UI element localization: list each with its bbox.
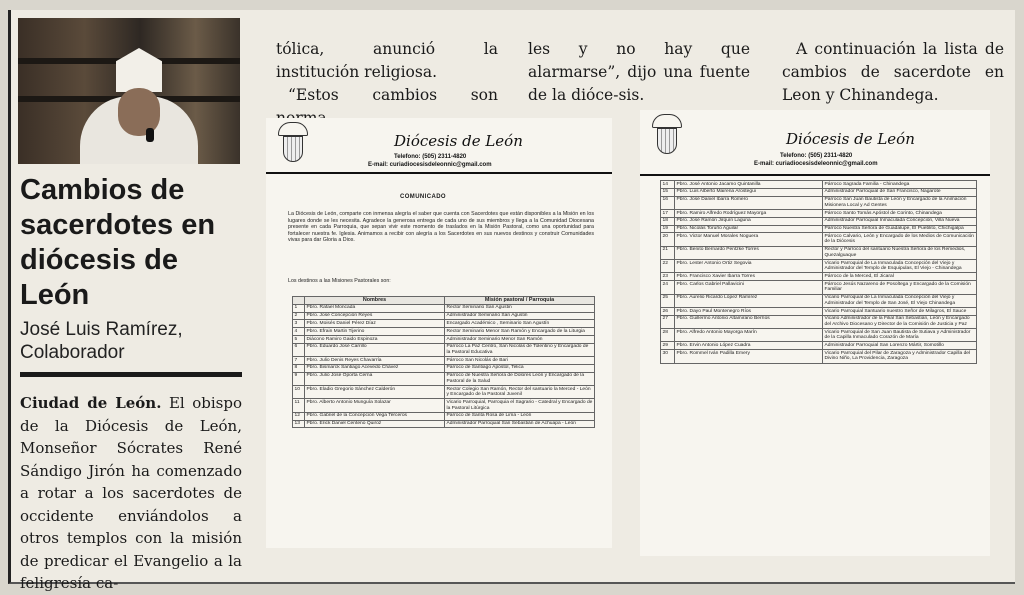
mission-assignment: Párroco Jesús Nazareno de Posoltega y Encargado de la Comisión Familiar [823, 281, 977, 294]
row-number: 27 [661, 315, 675, 328]
table-row [293, 364, 595, 372]
priest-name: Pbro. Eduardo José Carrillo [305, 343, 445, 356]
table-row [661, 217, 977, 225]
mission-assignment: Vicario Parroquial Santuario nuestro Señor de Milagros, El Sauce [823, 307, 977, 315]
table-row [293, 304, 595, 312]
row-number: 21 [661, 246, 675, 259]
col-header-number [293, 297, 305, 305]
priest-name: Pbro. José Concepción Reyes [305, 312, 445, 320]
mission-assignment: Párroco Sagrada Familia - Chinandega [823, 181, 977, 189]
row-number: 4 [293, 328, 305, 336]
mission-assignment: Rector Seminario Menor San Ramón y Encargado de la Liturgia [445, 328, 595, 336]
table-row [293, 412, 595, 420]
header-rule [266, 172, 612, 174]
column-2-quote: “Estos cambios son [288, 86, 498, 104]
list-intro: Los destinos a las Misiones Pastorales son: [288, 278, 391, 284]
divider [20, 372, 242, 377]
article-byline: José Luis Ramírez, Colaborador [20, 319, 183, 363]
mission-assignment: Administrador Parroquial Inmaculada Concepción, Villa Nueva [823, 217, 977, 225]
row-number: 20 [661, 233, 675, 246]
row-number: 3 [293, 320, 305, 328]
row-number: 8 [293, 364, 305, 372]
row-number: 15 [661, 188, 675, 196]
row-number: 19 [661, 225, 675, 233]
mission-assignment: Rector Colegio San Ramón, Rector del santuario la Merced - León y Encargado de la Pastoral Juvenil [445, 386, 595, 399]
priest-name: Pbro. Julio José Oporta Cerna [305, 372, 445, 385]
table-row [293, 312, 595, 320]
priest-name: Pbro. Carlos Gabriel Pallavicini [675, 281, 823, 294]
priest-name: Diácono Ramiro Gaido Espinoza [305, 335, 445, 343]
article-column-2 [276, 38, 498, 130]
column-2-text: tólica, anunció la institución religiosa. [276, 40, 498, 81]
table-row [293, 386, 595, 399]
table-row [293, 343, 595, 356]
communique-document-1 [266, 118, 612, 548]
doc-telephone: Telefono: (505) 2311-4820 [394, 154, 467, 160]
row-number: 13 [293, 420, 305, 428]
row-number: 24 [661, 281, 675, 294]
row-number: 17 [661, 209, 675, 217]
row-number: 26 [661, 307, 675, 315]
row-number: 16 [661, 196, 675, 209]
table-row [661, 329, 977, 342]
row-number: 5 [293, 335, 305, 343]
priest-name: Pbro. Eladio Gregorio Sánchez Calderón [305, 386, 445, 399]
row-number: 12 [293, 412, 305, 420]
mission-assignment: Vicario Parroquial, Parroquia el Sagrario - Catedral y Encargado de la Pastoral Litúrgica [445, 399, 595, 412]
doc-email: E-mail: curiadiocesisdeleonnic@gmail.com [368, 162, 492, 168]
row-number: 30 [661, 350, 675, 363]
row-number: 22 [661, 260, 675, 273]
priest-name: Pbro. Ervin Antonio López Cuadra [675, 342, 823, 350]
mission-assignment: Párroco de Santa Rosa de Lima - León [445, 412, 595, 420]
priest-name: Pbro. Moisés Daniel Pérez Díaz [305, 320, 445, 328]
col-header-names: Nombres [305, 297, 445, 305]
table-row [293, 328, 595, 336]
priest-name: Pbro. Bismarck Santiago Acevedo Chávez [305, 364, 445, 372]
column-1-text: El obispo de la Diócesis de León, Monseñor Sócrates René Sándigo Jirón ha comenzado a rotar a los sacerdotes de occidente enviándolos a otros templos con la misión de predicar el Evangelio a la feligresía ca- [20, 394, 242, 592]
table-row [661, 315, 977, 328]
communique-paragraph: La Diócesis de León, comparte con inmensa alegría el saber que cuenta con Sacerdotes que están disponibles a la Misión en los lugares donde se les necesita. Agradece la generosa entrega de cada uno de sus miembros y llega a la Comunidad Diocesana presente en cada Parroquia, que sepan vivir este momento de traslados en la Misión Pastoral, como una oportunidad para fortalecer nuestra fe. Iglesia. Animamos a recibir con alegría a los Sacerdotes en sus nuevos destinos y construir Comunidades vivas para dar Gloria a Dios. [288, 211, 594, 244]
priest-name: Pbro. Victor Manuel Morales Noguera [675, 233, 823, 246]
mission-assignment: Vicario Parroquial del Pilar de Zaragoza y Administrador Capilla del Divino Niño, La Providencia, Zaragoza [823, 350, 977, 363]
table-row [293, 335, 595, 343]
priest-name: Pbro. Erick Daniel Centeno Quiroz [305, 420, 445, 428]
article-column-3: les y no hay que alarmarse”, dijo una fuente de la dióce-sis. [528, 40, 750, 104]
row-number: 18 [661, 217, 675, 225]
row-number: 14 [661, 181, 675, 189]
mission-assignment: Párroco San Juan Bautista de León y Encargado de la Animación Misionera Local y Ad Gentes [823, 196, 977, 209]
mission-assignment: Párroco de Nuestra Señora de Dolores León y Encargado de la Pastoral de la Salud [445, 372, 595, 385]
priest-name: Pbro. Nicolás Toruño Aguilar [675, 225, 823, 233]
row-number: 9 [293, 372, 305, 385]
table-row [293, 320, 595, 328]
table-row [661, 233, 977, 246]
priest-name: Pbro. Francisco Xavier Ibarra Torres [675, 273, 823, 281]
mission-assignment: Vicario Parroquial de La Inmaculada Concepción del Viejo y Administrador del Templo de Esquipulas, El Viejo - Chinandega [823, 260, 977, 273]
row-number: 1 [293, 304, 305, 312]
table-row [661, 260, 977, 273]
mission-assignment: Rector y Párroco del santuario Nuestra Señora de los Remedios, Quezalguaque [823, 246, 977, 259]
mission-assignment: Administrador Parroquial de San Francisco, Nagarote [823, 188, 977, 196]
priest-name: Pbro. Efrain Martin Tijerino [305, 328, 445, 336]
table-row [293, 372, 595, 385]
priest-name: Pbro. Benito Bernardo Pentzke Torres [675, 246, 823, 259]
table-row [661, 273, 977, 281]
mission-assignment: Vicario Parroquial de La Inmaculada Concepción del Viejo y Administrador del Templo de San José, El Viejo Chinandega [823, 294, 977, 307]
priest-name: Pbro. Rommel Iván Padilla Emery [675, 350, 823, 363]
dateline: Ciudad de León. [20, 394, 162, 412]
table-row [661, 281, 977, 294]
priest-name: Pbro. Lester Antonio Ortiz Segovia [675, 260, 823, 273]
mission-assignment: Administrador Seminario San Agustin [445, 312, 595, 320]
mission-assignment: Encargado Académico , Seminario San Agustín [445, 320, 595, 328]
table-row [661, 196, 977, 209]
priest-name: Pbro. Ramiro Alfredo Rodríguez Mayorga [675, 209, 823, 217]
mission-assignment: Párroco San Nicolás de Bari [445, 357, 595, 365]
mission-assignment: Párroco de Santiago Apóstol, Telica [445, 364, 595, 372]
row-number: 25 [661, 294, 675, 307]
row-number: 7 [293, 357, 305, 365]
priest-name: Pbro. Julio Denis Reyes Chavarría [305, 357, 445, 365]
table-row [661, 181, 977, 189]
mission-assignment: Rector Seminario San Agustin [445, 304, 595, 312]
priest-name: Pbro. Alfredo Antonio Mayorga Marín [675, 329, 823, 342]
doc-title: Diócesis de León [786, 130, 915, 148]
row-number: 6 [293, 343, 305, 356]
table-row [661, 225, 977, 233]
doc-telephone: Telefono: (505) 2311-4820 [780, 153, 853, 159]
table-row [661, 188, 977, 196]
diocese-crest-icon [276, 122, 310, 166]
priest-name: Pbro. Aurelio Ricardo López Ramírez [675, 294, 823, 307]
mission-assignment: Administrador Parroquial San Lorenzo Mártir, Somotillo [823, 342, 977, 350]
mission-assignment: Administrador Seminario Menor San Ramón [445, 335, 595, 343]
communique-document-2 [640, 110, 990, 556]
mission-assignment: Párroco Calvario, León y Encargado de los Medios de Comunicación de la Diócesis [823, 233, 977, 246]
mission-assignment: Párroco La Paz Centro, San Nicolás de Tolentino y Encargado de la Pastoral Educativa [445, 343, 595, 356]
priest-name: Pbro. Dayo Paul Montenegro Ríos [675, 307, 823, 315]
bishop-photo [18, 18, 240, 164]
table-row [661, 350, 977, 363]
priest-name: Pbro. José Antonio Jacamo Quintanilla [675, 181, 823, 189]
mission-assignment: Párroco Santo Tomás Apóstol de Corinto, Chinandega [823, 209, 977, 217]
priest-name: Pbro. Luis Alberto Mairena Arostegui [675, 188, 823, 196]
diocese-crest-icon [650, 114, 684, 158]
row-number: 28 [661, 329, 675, 342]
table-row [661, 342, 977, 350]
doc-email: E-mail: curiadiocesisdeleonnic@gmail.com [754, 161, 878, 167]
table-row [293, 420, 595, 428]
mission-assignment: Vicario Parroquial de San Juan Bautista de Sutiava y Administrador de la Capilla Inmaculado Corazón de María [823, 329, 977, 342]
mission-assignment: Párroco de la Merced, El Jicaral [823, 273, 977, 281]
mission-assignment: Vicario Administrador de la Filial San Sebastián, León y Encargado del Archivo Diocesano y Director de la Comisión de Justicia y Paz [823, 315, 977, 328]
doc-title: Diócesis de León [394, 132, 523, 150]
priest-name: Pbro. Gabriel de la Concepción Vega Terceros [305, 412, 445, 420]
row-number: 11 [293, 399, 305, 412]
table-row [661, 209, 977, 217]
assignments-table-2 [660, 180, 977, 364]
col-header-mission: Misión pastoral / Parroquia [445, 297, 595, 305]
row-number: 29 [661, 342, 675, 350]
mission-assignment: Párroco Nuestra Señora de Guadalupe, El Pueblito, Chichigalpa [823, 225, 977, 233]
column-4-text: A continuación la lista de cambios de sacerdote en Leon y Chinandega. [782, 40, 1004, 104]
priest-name: Pbro. José Ramón Jirquín Laguna [675, 217, 823, 225]
table-row [661, 294, 977, 307]
table-row [661, 307, 977, 315]
priest-name: Pbro. Rafael Moncada [305, 304, 445, 312]
assignments-table-1 [292, 296, 595, 428]
priest-name: Pbro. Alberto Antonio Munguía Solazar [305, 399, 445, 412]
table-row [661, 246, 977, 259]
table-row [293, 399, 595, 412]
row-number: 23 [661, 273, 675, 281]
priest-name: Pbro. José Daniel Ibarra Romero [675, 196, 823, 209]
row-number: 10 [293, 386, 305, 399]
article-column-1 [20, 392, 242, 595]
mission-assignment: Administrador Parroquial San Sebastián de Achuapa - León [445, 420, 595, 428]
article-column-4 [782, 38, 1004, 107]
priest-name: Pbro. Guillermo Antonio Altamirano Berríos [675, 315, 823, 328]
header-rule [640, 174, 990, 176]
table-row [293, 357, 595, 365]
row-number: 2 [293, 312, 305, 320]
article-headline: Cambios de sacerdotes en diócesis de León [20, 174, 216, 311]
communique-heading: COMUNICADO [400, 194, 446, 200]
